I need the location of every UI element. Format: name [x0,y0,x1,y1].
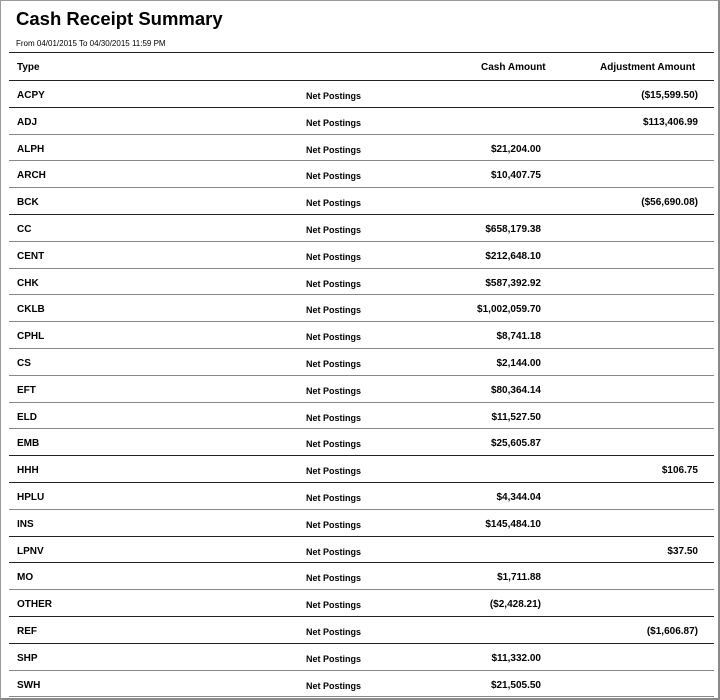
row-type-cell: EFT [17,384,36,396]
row-cash-amount-cell: $587,392.92 [485,277,541,289]
row-type-cell: CC [17,223,32,235]
row-adjustment-amount-cell: ($15,599.50) [641,90,698,101]
table-row [9,590,714,617]
report-title: Cash Receipt Summary [16,8,223,29]
row-description-cell: Net Postings [306,653,362,664]
row-type-cell: CKLB [17,304,45,316]
row-description-cell: Net Postings [306,198,362,209]
row-type-cell: ADJ [17,116,38,128]
row-type-cell: HHH [17,465,39,477]
table-row [9,322,714,349]
row-description-cell: Net Postings [306,412,362,423]
table-row [9,563,714,590]
row-cash-amount-cell: $4,344.04 [496,491,541,503]
table-row [9,242,714,269]
row-description-cell: Net Postings [306,573,362,584]
row-description-cell: Net Postings [306,278,362,289]
row-adjustment-amount-cell: $113,406.99 [642,116,698,128]
row-description-cell: Net Postings [306,466,362,477]
row-type-cell: ALPH [17,143,45,155]
row-type-cell: ARCH [17,170,46,182]
row-type-cell: OTHER [17,599,52,611]
row-description-cell: Net Postings [306,439,362,450]
row-cash-amount-cell: $145,484.10 [485,518,541,530]
row-description-cell: Net Postings [306,358,362,369]
table-row [9,376,714,403]
row-type-cell: EMB [17,438,40,450]
row-cash-amount-cell: $1,711.88 [497,572,541,584]
table-row [9,135,714,162]
column-header-cash-amount: Cash Amount [481,62,546,73]
row-cash-amount-cell: $2,144.00 [496,357,541,369]
row-cash-amount-cell: $658,179.38 [485,223,541,235]
table-row [9,81,714,108]
table-row [9,644,714,671]
row-cash-amount-cell: $11,527.50 [491,411,541,423]
table-row [9,403,714,430]
row-type-cell: ELD [17,411,37,423]
row-description-cell: Net Postings [306,305,362,316]
table-row [9,215,714,242]
row-cash-amount-cell: ($2,428.21) [489,599,541,611]
row-cash-amount-cell: $1,002,059.70 [477,304,541,316]
row-type-cell: SWH [17,679,41,691]
row-type-cell: MO [17,572,34,584]
table-row [9,188,714,215]
row-type-cell: CHK [17,277,39,289]
table-row [9,295,714,322]
table-row [9,456,714,483]
row-description-cell: Net Postings [306,519,362,530]
row-cash-amount-cell: $80,364.14 [490,384,541,396]
table-row [9,617,714,644]
row-description-cell: Net Postings [306,680,362,691]
row-cash-amount-cell: $21,204.00 [490,143,541,155]
row-cash-amount-cell: $25,605.87 [490,438,541,450]
row-description-cell: Net Postings [306,332,362,343]
row-adjustment-amount-cell: $37.50 [667,545,698,557]
row-description-cell: Net Postings [306,91,362,101]
row-cash-amount-cell: $10,407.75 [490,170,541,182]
row-adjustment-amount-cell: $106.75 [661,465,698,477]
row-cash-amount-cell: $21,505.50 [490,679,541,691]
row-description-cell: Net Postings [306,251,362,262]
row-description-cell: Net Postings [306,385,362,396]
table-row [9,671,714,698]
row-cash-amount-cell: $11,332.00 [491,652,541,664]
row-type-cell: CENT [17,250,45,262]
summary-table-body [9,81,714,697]
report-date-range: From 04/01/2015 To 04/30/2015 11:59 PM [16,39,166,48]
row-type-cell: INS [17,518,34,530]
row-description-cell: Net Postings [306,626,362,637]
table-row [9,269,714,296]
row-description-cell: Net Postings [306,117,362,128]
row-type-cell: REF [17,625,37,637]
table-row [9,483,714,510]
table-row [9,349,714,376]
row-type-cell: CPHL [17,331,45,343]
row-type-cell: ACPY [17,90,45,101]
row-description-cell: Net Postings [306,224,362,235]
table-row [9,108,714,135]
row-description-cell: Net Postings [306,600,362,611]
column-header-adjustment-amount: Adjustment Amount [600,62,696,73]
row-type-cell: SHP [17,652,38,664]
row-adjustment-amount-cell: ($56,690.08) [641,197,698,209]
row-description-cell: Net Postings [306,546,362,557]
table-row [9,429,714,456]
row-description-cell: Net Postings [306,171,362,182]
row-type-cell: LPNV [17,545,44,557]
row-adjustment-amount-cell: ($1,606.87) [646,625,698,637]
row-type-cell: BCK [17,197,39,209]
table-row [9,537,714,564]
row-type-cell: CS [17,357,31,369]
table-row [9,161,714,188]
row-description-cell: Net Postings [306,144,362,155]
column-header-type: Type [17,62,40,73]
row-type-cell: HPLU [17,491,45,503]
row-description-cell: Net Postings [306,492,362,503]
row-cash-amount-cell: $212,648.10 [485,250,541,262]
table-row [9,510,714,537]
table-header [9,53,714,81]
row-cash-amount-cell: $8,741.18 [496,331,541,343]
